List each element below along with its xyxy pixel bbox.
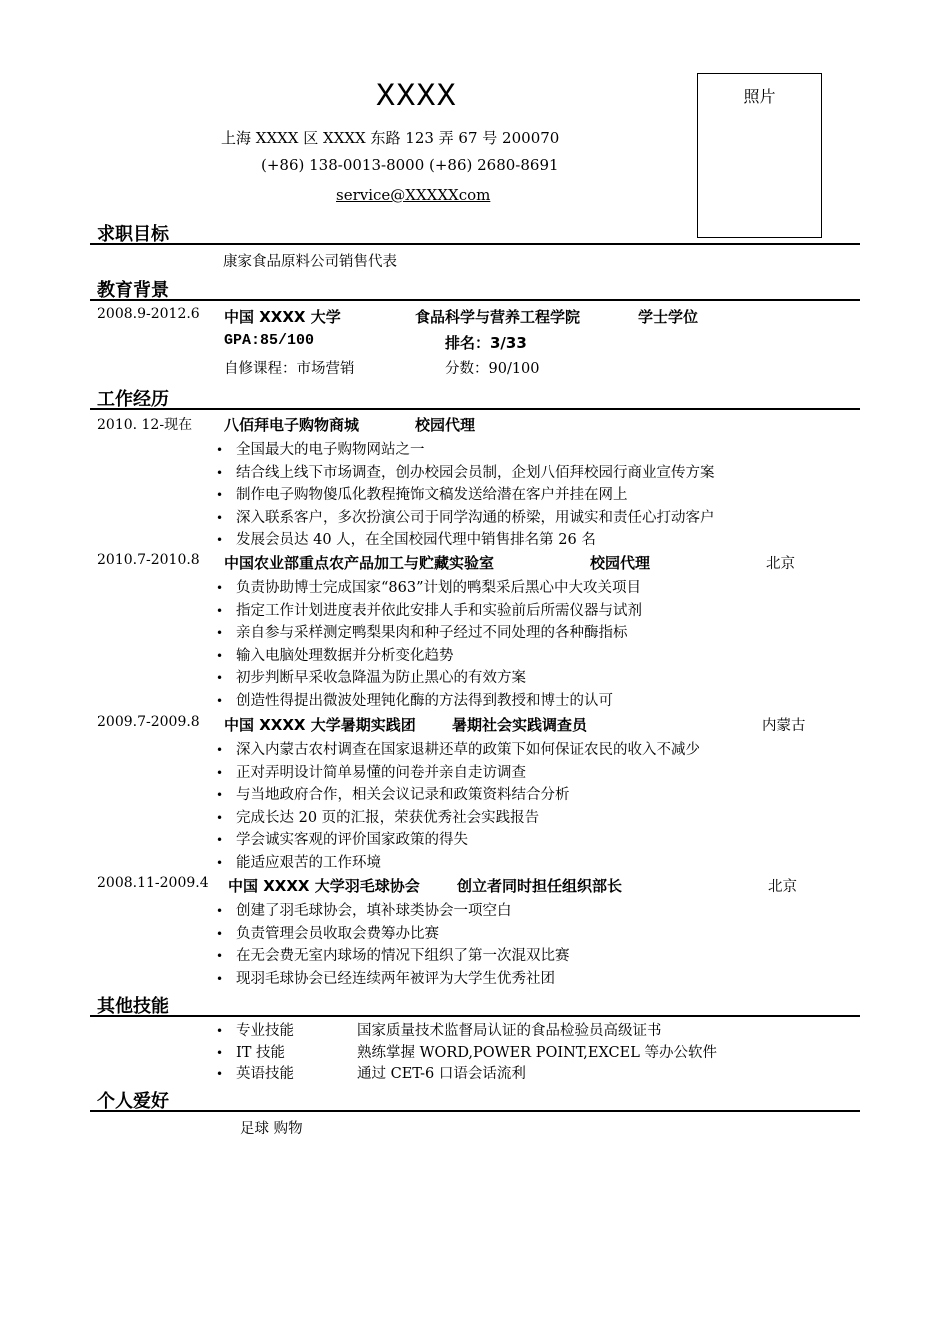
job-bullet-text: 现羽毛球协会已经连续两年被评为大学生优秀社团: [236, 970, 555, 987]
objective-text: 康家食品原料公司销售代表: [223, 254, 397, 270]
job-bullet-text: 初步判断早采收急降温为防止黑心的有效方案: [236, 670, 526, 687]
job-organization: 中国 XXXX 大学羽毛球协会: [228, 877, 420, 895]
bullet-icon: •: [216, 765, 224, 780]
education-college: 食品科学与营养工程学院: [415, 308, 581, 326]
job-role: 暑期社会实践调查员: [452, 716, 588, 734]
bullet-icon: •: [216, 648, 224, 663]
job-bullet-text: 全国最大的电子购物网站之一: [236, 442, 425, 458]
education-course: 自修课程：市场营销: [224, 361, 355, 377]
section-title-work: 工作经历: [97, 389, 169, 410]
bullet-icon: •: [216, 533, 224, 548]
bullet-icon: •: [216, 949, 224, 964]
section-title-objective: 求职目标: [97, 224, 169, 245]
bullet-icon: •: [216, 833, 224, 848]
job-role: 创立者同时担任组织部长: [457, 877, 623, 895]
job-location: 内蒙古: [762, 718, 806, 734]
job-bullet-item: [216, 528, 596, 549]
section-title-skills: 其他技能: [97, 996, 169, 1017]
skill-name: 英语技能: [236, 1066, 294, 1082]
job-role: 校园代理: [415, 416, 476, 434]
bullet-icon: •: [216, 671, 224, 686]
skill-name: 专业技能: [236, 1023, 294, 1039]
bullet-icon: •: [216, 694, 224, 708]
education-degree: 学士学位: [638, 308, 699, 326]
job-bullet-item: [216, 576, 641, 597]
phone-numbers: (+86) 138-0013-8000 (+86) 2680-8691: [261, 156, 559, 174]
job-bullet-text: 正对弄明设计简单易懂的问卷并亲自走访调查: [236, 764, 526, 781]
bullet-icon: •: [216, 603, 224, 618]
address: 上海 XXXX 区 XXXX 东路 123 弄 67 号 200070: [221, 129, 560, 147]
job-bullet-item: [216, 644, 454, 665]
bullet-icon: •: [216, 810, 224, 825]
job-bullet-item: [216, 899, 512, 920]
job-bullet-item: [216, 666, 526, 687]
job-bullet-text: 完成长达 20 页的汇报，荣获优秀社会实践报告: [236, 809, 540, 826]
job-bullet-item: [216, 438, 425, 459]
job-bullet-item: [216, 738, 700, 759]
job-bullet-item: [216, 806, 539, 827]
photo-label: 照片: [743, 87, 776, 106]
job-bullet-text: 输入电脑处理数据并分析变化趋势: [236, 647, 454, 664]
skill-item: [216, 1019, 294, 1040]
job-bullet-item: [216, 922, 439, 943]
candidate-name: XXXX: [376, 78, 457, 115]
job-bullet-text: 创造性得提出微波处理钝化酶的方法得到教授和博士的认可: [236, 693, 613, 709]
education-date: 2008.9-2012.6: [97, 306, 200, 322]
bullet-icon: •: [216, 626, 224, 641]
section-divider: [90, 1110, 860, 1112]
job-bullet-text: 负责管理会员收取会费筹办比赛: [236, 925, 439, 942]
section-divider: [90, 299, 860, 301]
section-divider: [90, 243, 860, 245]
education-score: 分数：90/100: [445, 361, 540, 377]
job-bullet-item: [216, 967, 555, 988]
skill-item: [216, 1062, 294, 1083]
bullet-icon: •: [216, 926, 224, 941]
job-role: 校园代理: [590, 554, 651, 572]
bullet-icon: •: [216, 443, 224, 457]
bullet-icon: •: [216, 904, 224, 918]
job-bullet-item: [216, 944, 570, 965]
job-bullet-item: [216, 783, 570, 804]
bullet-icon: •: [216, 743, 224, 757]
email-link[interactable]: service@XXXXXcom: [336, 186, 491, 204]
job-bullet-item: [216, 506, 715, 527]
hobbies-text: 足球 购物: [240, 1121, 303, 1137]
job-bullet-item: [216, 851, 381, 872]
skill-detail: 熟练掌握 WORD,POWER POINT,EXCEL 等办公软件: [357, 1044, 717, 1061]
job-bullet-item: [216, 621, 628, 642]
job-bullet-item: [216, 461, 715, 482]
education-school: 中国 XXXX 大学: [224, 308, 341, 326]
job-bullet-text: 深入内蒙古农村调查在国家退耕还草的政策下如何保证农民的收入不减少: [236, 742, 700, 758]
job-bullet-text: 学会诚实客观的评价国家政策的得失: [236, 832, 468, 849]
job-bullet-text: 结合线上线下市场调查，创办校园会员制，企划八佰拜校园行商业宣传方案: [236, 464, 715, 481]
bullet-icon: •: [216, 488, 224, 503]
job-organization: 中国 XXXX 大学暑期实践团: [224, 716, 416, 734]
job-bullet-text: 能适应艰苦的工作环境: [236, 855, 381, 871]
job-bullet-text: 创建了羽毛球协会，填补球类协会一项空白: [236, 903, 512, 919]
bullet-icon: •: [216, 971, 224, 986]
bullet-icon: •: [216, 510, 224, 525]
bullet-icon: •: [216, 1067, 224, 1081]
section-divider: [90, 1015, 860, 1017]
job-date: 2010.7-2010.8: [97, 552, 200, 568]
section-title-hobbies: 个人爱好: [97, 1091, 169, 1112]
job-bullet-text: 与当地政府合作，相关会议记录和政策资料结合分析: [236, 787, 570, 804]
education-gpa: GPA:85/100: [224, 332, 315, 349]
job-location: 北京: [768, 879, 797, 895]
job-date: 2008.11-2009.4: [97, 875, 209, 891]
job-bullet-text: 制作电子购物傻瓜化教程掩饰文稿发送给潜在客户并挂在网上: [236, 487, 628, 504]
skill-name: IT 技能: [236, 1044, 286, 1061]
skill-detail: 国家质量技术监督局认证的食品检验员高级证书: [357, 1023, 662, 1039]
job-bullet-text: 指定工作计划进度表并依此安排人手和实验前后所需仪器与试剂: [236, 602, 642, 619]
bullet-icon: •: [216, 1024, 224, 1038]
job-date: 2009.7-2009.8: [97, 714, 200, 730]
photo-placeholder: [697, 73, 822, 238]
education-rank: 排名：3/33: [445, 334, 527, 352]
job-bullet-item: [216, 483, 628, 504]
job-bullet-item: [216, 761, 526, 782]
job-organization: 八佰拜电子购物商城: [224, 416, 360, 434]
section-title-education: 教育背景: [97, 280, 169, 301]
job-location: 北京: [766, 556, 795, 572]
job-bullet-item: [216, 599, 642, 620]
job-date: 2010. 12-现在: [97, 417, 193, 433]
skill-detail: 通过 CET-6 口语会话流利: [357, 1066, 526, 1082]
job-bullet-item: [216, 828, 468, 849]
bullet-icon: •: [216, 1045, 224, 1060]
bullet-icon: •: [216, 581, 224, 595]
job-bullet-text: 负责协助博士完成国家“863”计划的鸭梨采后黑心中大攻关项目: [236, 580, 641, 596]
skill-item: [216, 1041, 285, 1062]
job-bullet-text: 深入联系客户，多次扮演公司于同学沟通的桥梁，用诚实和责任心打动客户: [236, 509, 715, 526]
job-organization: 中国农业部重点农产品加工与贮藏实验室: [224, 554, 495, 572]
job-bullet-item: [216, 689, 613, 710]
job-bullet-text: 亲自参与采样测定鸭梨果肉和种子经过不同处理的各种酶指标: [236, 625, 628, 642]
bullet-icon: •: [216, 788, 224, 803]
job-bullet-text: 在无会费无室内球场的情况下组织了第一次混双比赛: [236, 948, 570, 965]
job-bullet-text: 发展会员达 40 人，在全国校园代理中销售排名第 26 名: [236, 532, 596, 549]
bullet-icon: •: [216, 465, 224, 480]
bullet-icon: •: [216, 856, 224, 870]
section-divider: [90, 408, 860, 410]
